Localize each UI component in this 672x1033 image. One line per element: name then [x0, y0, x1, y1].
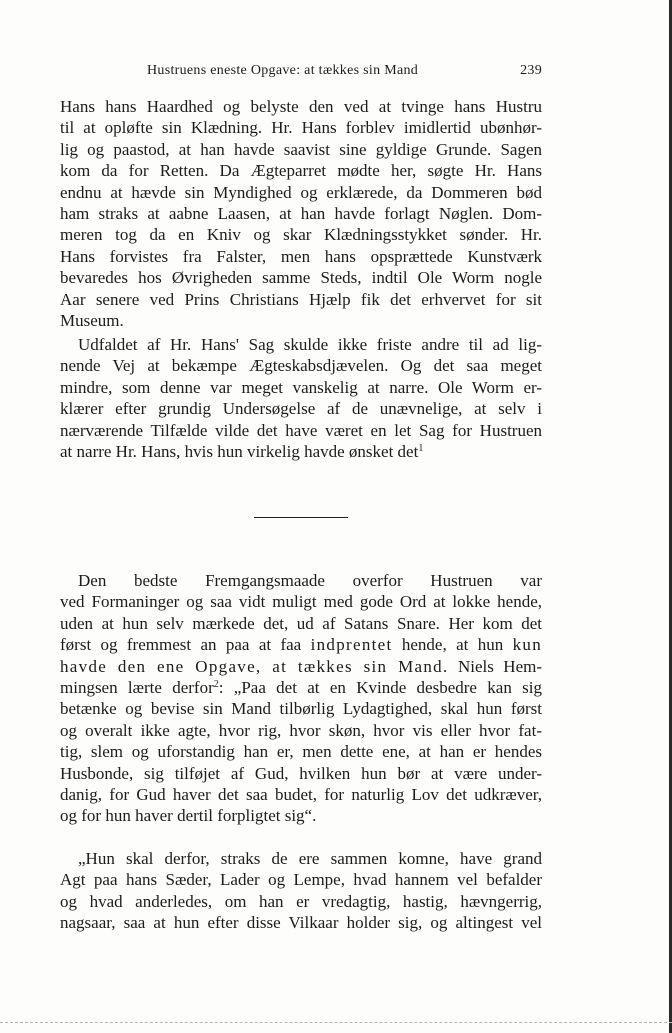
text-line: til at opløfte sin Klædning. Hr. Hans forblev imidlertid ubønhør-: [60, 118, 542, 138]
text-line: ved Formaninger og saa vidt muligt med gode Ord at lokke hende,: [60, 592, 542, 612]
spaced-emphasis: havde den ene Opgave, at tækkes sin Mand.: [60, 656, 449, 676]
text-line: betænke og bevise sin Mand tilbørlig Lydagtighed, skal hun først: [60, 699, 542, 719]
text-line-body: at narre Hr. Hans, hvis hun virkelig havde ønsket det: [60, 441, 419, 461]
text-line: nende Vej at bekæmpe Ægteskabsdjævelen. Og det saa meget: [60, 356, 542, 376]
text-line: [60, 441, 542, 462]
text-line: og overalt ikke agte, hvor rig, hvor skøn, hvor vis eller hvor fat-: [60, 720, 542, 740]
text-line: lig og paastod, at han havde saavist sine gyldige Grunde. Sagen: [60, 139, 542, 159]
text-line: og hvad anderledes, om han er vredagtig, hastig, hævngerrig,: [60, 891, 542, 911]
text-line: meren tog da en Kniv og skar Klædningsstykket sønder. Hr.: [60, 225, 542, 245]
text-line: mindre, som denne var meget vanskelig at narre. Ole Worm er-: [60, 377, 542, 397]
paragraph-udfaldet: [60, 334, 542, 462]
text-line: tig, slem og uforstandig han er, men dette ene, at han er hendes: [60, 742, 542, 762]
text-line: kom da for Retten. Da Ægteparret mødte her, søgte Hr. Hans: [60, 161, 542, 181]
text-line: Aar senere ved Prins Christians Hjælp fik det erhvervet for sit: [60, 289, 542, 309]
text-line: klærer efter grundig Undersøgelse af de unævnelige, at selv i: [60, 399, 542, 419]
page-number: 239: [520, 63, 542, 78]
paragraph-hun-skal: [60, 848, 542, 934]
footnote-ref: 1: [418, 442, 424, 454]
text-line: „Hun skal derfor, straks de ere sammen komne, have grand: [78, 849, 542, 868]
text-segment: : „Paa det at en Kvinde desbedre kan sig: [218, 677, 542, 697]
text-segment: først og fremmest an paa at faa: [60, 635, 302, 655]
text-line: endnu at hævde sin Myndighed og erklærede, da Dommeren bød: [60, 182, 542, 202]
text-segment: hende, at hun: [401, 635, 504, 655]
spaced-emphasis: indprentet: [310, 635, 393, 655]
text-line: bevaredes hos Øvrigheden samme Steds, indtil Ole Worm nogle: [60, 268, 542, 288]
running-header: [60, 63, 542, 83]
text-line: [60, 677, 542, 698]
text-line: Husbonde, sig tilføjet af Gud, hvilken hun bør at være under-: [60, 763, 542, 783]
text-line: [60, 634, 542, 655]
text-line: nagsaar, saa at hun efter disse Vilkaar holder sig, og altingest vel: [60, 913, 542, 933]
text-line: Den bedste Fremgangsmaade overfor Hustruen var: [78, 571, 542, 590]
text-line: uden at hun selv mærkede det, ud af Satans Snare. Her kom det: [60, 613, 542, 633]
text-line: Hans hans Haardhed og belyste den ved at tvinge hans Hustru: [60, 97, 542, 116]
text-line: Udfaldet af Hr. Hans' Sag skulde ikke friste andre til ad lig-: [78, 335, 542, 354]
paragraph-haardhed: [60, 96, 542, 331]
text-line: danig, for Gud haver det saa budet, for naturlig Lov det udkræver,: [60, 784, 542, 804]
text-line: ham straks at aabne Laasen, at han havde forlagt Nøglen. Dom-: [60, 203, 542, 223]
spaced-emphasis: kun: [512, 635, 543, 655]
text-line: nærværende Tilfælde vilde det have været en let Sag for Hustruen: [60, 420, 542, 440]
page-bottom-rule: [0, 1022, 672, 1023]
text-line: [60, 656, 542, 677]
text-line: Museum.: [60, 310, 124, 330]
text-line: Hans forvistes fra Falster, men hans opsprættede Kunstværk: [60, 246, 542, 266]
section-separator: [254, 517, 348, 518]
footnote-ref: 2: [213, 678, 219, 690]
text-segment: mingsen lærte derfor: [60, 677, 214, 697]
running-title: Hustruens eneste Opgave: at tækkes sin Mand: [147, 63, 419, 78]
text-line: Agt paa hans Sæder, Lader og Lempe, hvad hannem vel befalder: [60, 870, 542, 890]
text-segment: Niels Hem-: [457, 656, 543, 676]
text-line: og for hun haver dertil forpligtet sig“.: [60, 806, 317, 826]
paragraph-fremgangsmaade: [60, 570, 542, 827]
